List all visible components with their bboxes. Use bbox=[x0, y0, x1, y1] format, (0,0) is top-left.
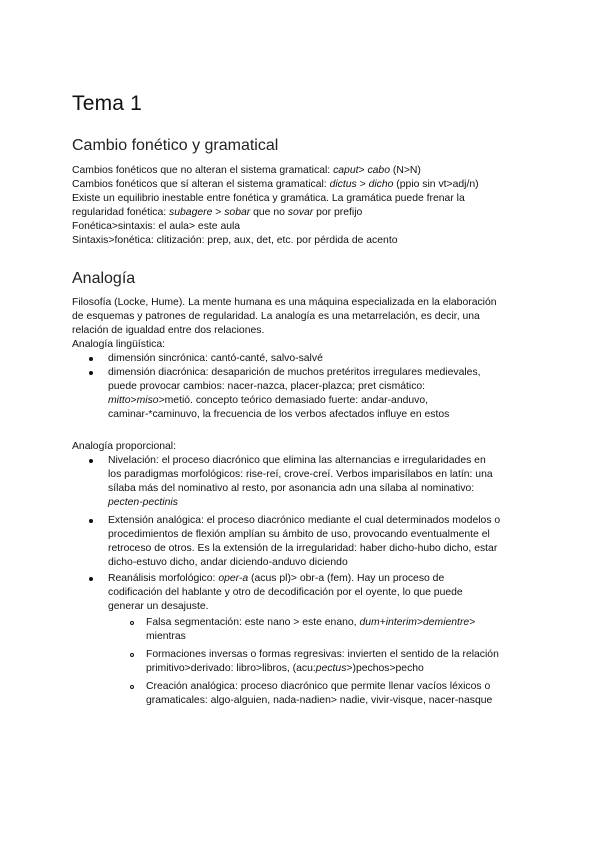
page-title: Tema 1 bbox=[72, 92, 143, 115]
list-item: sílaba más del nominativo al resto, por asonancia adn una sílaba al nominativo: bbox=[108, 483, 475, 494]
list-item: codificación del hablante y otro de decodificación por el oyente, lo que puede bbox=[108, 587, 463, 598]
text-line: de esquemas y patrones de regularidad. La analogía es una metarrelación, es decir, una bbox=[72, 311, 480, 322]
list-item: los paradigmas morfológicos: rise-reí, crove-creí. Verbos imparisílabos en latín: una bbox=[108, 469, 493, 480]
list-item: caminar-*caminuvo, la frecuencia de los verbos afectados influye en estos bbox=[108, 409, 450, 420]
text-line: relación de igualdad entre dos relaciones. bbox=[72, 325, 265, 336]
list-item: retroceso de otros. Es la extensión de la irregularidad: haber dicho-hubo dicho, estar bbox=[108, 543, 498, 554]
list-item: pecten-pectinis bbox=[108, 497, 178, 508]
sub-list-item: Creación analógica: proceso diacrónico que permite llenar vacíos léxicos o bbox=[146, 681, 491, 692]
section-heading-analogia: Analogía bbox=[72, 270, 136, 287]
sub-list-item: Falsa segmentación: este nano > este enano, dum+interim>demientre> bbox=[146, 617, 476, 628]
bullet-circle-icon bbox=[130, 616, 134, 630]
text-line: Existe un equilibrio inestable entre fonética y gramática. La gramática puede frenar la bbox=[72, 193, 465, 204]
text-line: regularidad fonética: subagere > sobar que no sovar por prefijo bbox=[72, 207, 363, 218]
list-item: Reanálisis morfológico: oper-a (acus pl)> obr-a (fem). Hay un proceso de bbox=[108, 573, 445, 584]
list-item: mitto>miso>metió. concepto teórico demasiado fuerte: andar-anduvo, bbox=[108, 395, 429, 406]
text-line: Sintaxis>fonética: clitización: prep, aux, det, etc. por pérdida de acento bbox=[72, 235, 398, 246]
text-line: Cambios fonéticos que no alteran el sistema gramatical: caput> cabo (N>N) bbox=[72, 165, 421, 176]
text-line: Analogía lingüística: bbox=[72, 339, 165, 350]
bullet-dot-icon bbox=[89, 366, 93, 380]
list-item: puede provocar cambios: nacer-nazca, placer-plazca; pret cismático: bbox=[108, 381, 426, 392]
bullet-circle-icon bbox=[130, 648, 134, 662]
section-heading-cambio: Cambio fonético y gramatical bbox=[72, 137, 279, 154]
list-item: generar un desajuste. bbox=[108, 601, 209, 612]
bullet-dot-icon bbox=[89, 454, 93, 468]
sub-list-item: primitivo>derivado: libro>libros, (acu:pectus>)pechos>pecho bbox=[146, 663, 424, 674]
list-item: Nivelación: el proceso diacrónico que elimina las alternancias e irregularidades en bbox=[108, 455, 486, 466]
text-line: Analogía proporcional: bbox=[72, 441, 176, 452]
sub-list-item: Formaciones inversas o formas regresivas: invierten el sentido de la relación bbox=[146, 649, 499, 660]
bullet-circle-icon bbox=[130, 680, 134, 694]
list-item: dimensión sincrónica: cantó-canté, salvo-salvé bbox=[108, 353, 323, 364]
list-item: procedimientos de flexión amplían su ámbito de uso, provocando eventualmente el bbox=[108, 529, 490, 540]
list-item: dicho-estuvo dicho, andar diciendo-anduvo diciendo bbox=[108, 557, 348, 568]
list-item: Extensión analógica: el proceso diacrónico mediante el cual determinados modelos o bbox=[108, 515, 501, 526]
bullet-dot-icon bbox=[89, 352, 93, 366]
list-item: dimensión diacrónica: desaparición de muchos pretéritos irregulares medievales, bbox=[108, 367, 481, 378]
sub-list-item: mientras bbox=[146, 631, 186, 642]
text-line: Fonética>sintaxis: el aula> este aula bbox=[72, 221, 241, 232]
sub-list-item: gramaticales: algo-alguien, nada-nadien> nadie, vivir-visque, nacer-nasque bbox=[146, 695, 493, 706]
text-line: Cambios fonéticos que sí alteran el sistema gramatical: dictus > dicho (ppio sin vt>adj/n) bbox=[72, 179, 479, 190]
bullet-dot-icon bbox=[89, 572, 93, 586]
bullet-dot-icon bbox=[89, 514, 93, 528]
text-line: Filosofía (Locke, Hume). La mente humana es una máquina especializada en la elaboración bbox=[72, 297, 497, 308]
